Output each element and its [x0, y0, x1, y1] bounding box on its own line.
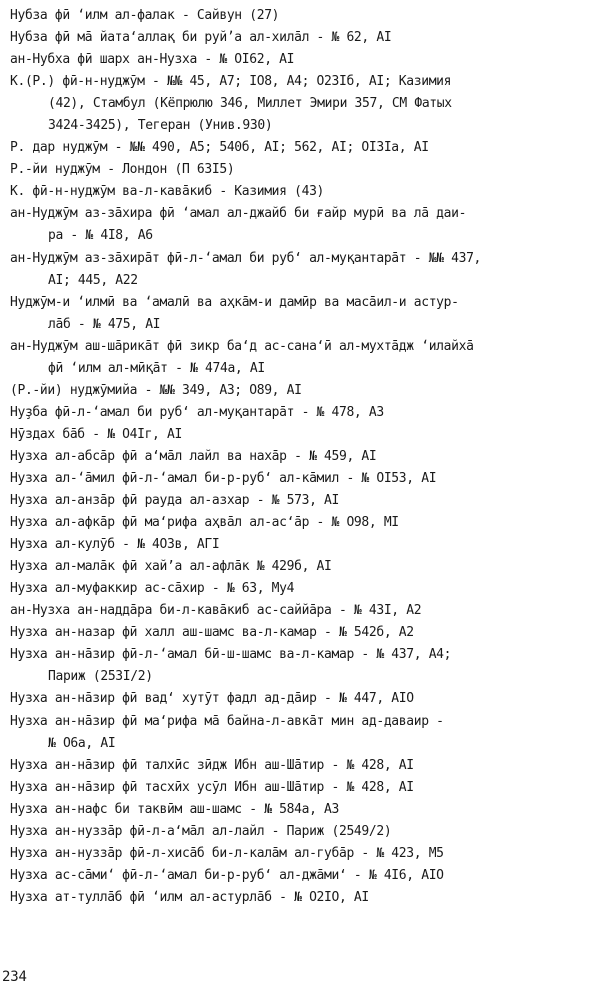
entry-continuation-line: фӣ ʻилм ал-мӣқāт - № 474a, AI: [48, 360, 265, 376]
entry-continuation-line: лāб - № 475, AI: [48, 316, 161, 332]
entry-line: Нузха ал-анзāр фӣ рауда ал-азхар - № 573, AI: [10, 493, 339, 509]
entry-line: ан-Нуджӯм аз-зāхира фӣ ʻамал ал-джайб би ғайр мурӣ ва лā даи-: [10, 206, 467, 222]
entry-line: Нӯздах бāб - № O4Iг, AI: [10, 426, 182, 442]
entry-line: Нузха ан-нафс би таквӣм аш-шамс - № 584a, A3: [10, 801, 339, 817]
entry-line: Нузха ал-малāк фӣ хай’а ал-афлāк № 429б, AI: [10, 559, 332, 575]
entry-line: ан-Нубха фӣ шарх ан-Нузха - № OI62, AI: [10, 52, 295, 68]
entry-line: Нузха ат-туллāб фӣ ʻилм ал-астурлāб - № O2IO, AI: [10, 889, 369, 905]
entry-line: Нуҙба фӣ-л-ʻамал би руб‘ ал-муқантарāт - № 478, A3: [10, 404, 384, 420]
entry-line: (Р.-йи) нуджӯмийа - №№ 349, A3; O89, AI: [10, 382, 302, 398]
entry-line: ан-Нуджӯм аз-зāхирāт фӣ-л-ʻамал би руб‘ ал-муқантарāт - №№ 437,: [10, 250, 482, 266]
entry-continuation-line: № O6a, AI: [48, 735, 116, 751]
entry-continuation-line: AI; 445, A22: [48, 272, 138, 288]
entry-line: Нузха ан-нуззāр фӣ-л-а‘мāл ал-лайл - Париж (2549/2): [10, 823, 392, 839]
entry-line: Нузха ал-кулӯб - № 4O3в, AГI: [10, 537, 220, 553]
entry-line: Нузха ал-муфаккир ас-сāхир - № 63, My4: [10, 581, 295, 597]
entry-line: Нузха ан-нāзир фӣ талхӣс зӣдж Ибн аш-Шāтир - № 428, AI: [10, 757, 414, 773]
entry-continuation-line: 3424-3425), Тегеран (Унив.930): [48, 118, 273, 134]
page-number: 234: [2, 969, 27, 985]
entry-continuation-line: Париж (253I/2): [48, 669, 153, 685]
index-entries: [10, 5, 600, 909]
entry-continuation-line: (42), Стамбул (Кёпрюлю 346, Миллет Эмири 357, СМ Фатых: [48, 96, 452, 112]
entry-line: ан-Нуджӯм аш-шāрикāт фӣ зикр ба‘д ас-сана‘ӣ ал-мухтāдж ʻилайхā: [10, 338, 474, 354]
entry-line: Нузха ан-нāзир фӣ ма‘рифа мā байна-л-авкāт мин ад-даваир -: [10, 713, 444, 729]
entry-line: Р. дар нуджӯм - №№ 490, A5; 540б, AI; 562, AI; OI3Ia, AI: [10, 140, 429, 156]
entry-line: Нузха ан-нāзир фӣ вад‘ хутӯт фадл ад-дāир - № 447, AIO: [10, 691, 414, 707]
entry-line: Нузха ан-нāзир фӣ тасхӣх усӯл Ибн аш-Шāтир - № 428, AI: [10, 779, 414, 795]
entry-line: К.(Р.) фӣ-н-нуджӯм - №№ 45, A7; IO8, A4; O23Iб, AI; Казимия: [10, 74, 452, 90]
entry-line: Нузха ал-абсāр фӣ а‘мāл лайл ва нахāр - № 459, AI: [10, 448, 377, 464]
entry-line: Нубза фӣ ʻилм ал-фалак - Сайвун (27): [10, 8, 280, 23]
entry-line: Нузха ал-ʻāмил фӣ-л-ʻамал би-р-руб‘ ал-кāмил - № OI53, AI: [10, 470, 437, 486]
entry-line: Нузха ан-нуззāр фӣ-л-хисāб би-л-калāм ал-губāр - № 423, M5: [10, 845, 444, 861]
entry-line: Нузха ал-афкāр фӣ ма‘рифа аҳвāл ал-ас‘āр - № O98, MI: [10, 515, 399, 531]
entry-line: К. фӣ-н-нуджӯм ва-л-кавāкиб - Казимия (43): [10, 184, 325, 200]
entry-line: Нуджӯм-и ʻилмӣ ва ʻамалӣ ва аҳкāм-и дамӣр ва масāил-и астур-: [10, 294, 459, 310]
entry-line: Нубза фӣ мā йата‘аллақ би руйʼа ал-хилāл - № 62, AI: [10, 30, 392, 46]
entry-line: Нузха ан-назар фӣ халл аш-шамс ва-л-камар - № 542б, A2: [10, 625, 414, 641]
entry-line: ан-Нузха ан-наддāра би-л-кавāкиб ас-саййāра - № 43I, A2: [10, 603, 422, 619]
entry-line: Нузха ан-нāзир фӣ-л-ʻамал бӣ-ш-шамс ва-л-камар - № 437, A4;: [10, 647, 452, 663]
entry-line: Р.-йи нуджӯм - Лондон (П 63I5): [10, 162, 235, 178]
entry-continuation-line: ра - № 4I8, A6: [48, 228, 153, 244]
entry-line: Нузха ас-сāмиʻ фӣ-л-ʻамал би-р-руб‘ ал-джāми‘ - № 4I6, AIO: [10, 867, 444, 883]
